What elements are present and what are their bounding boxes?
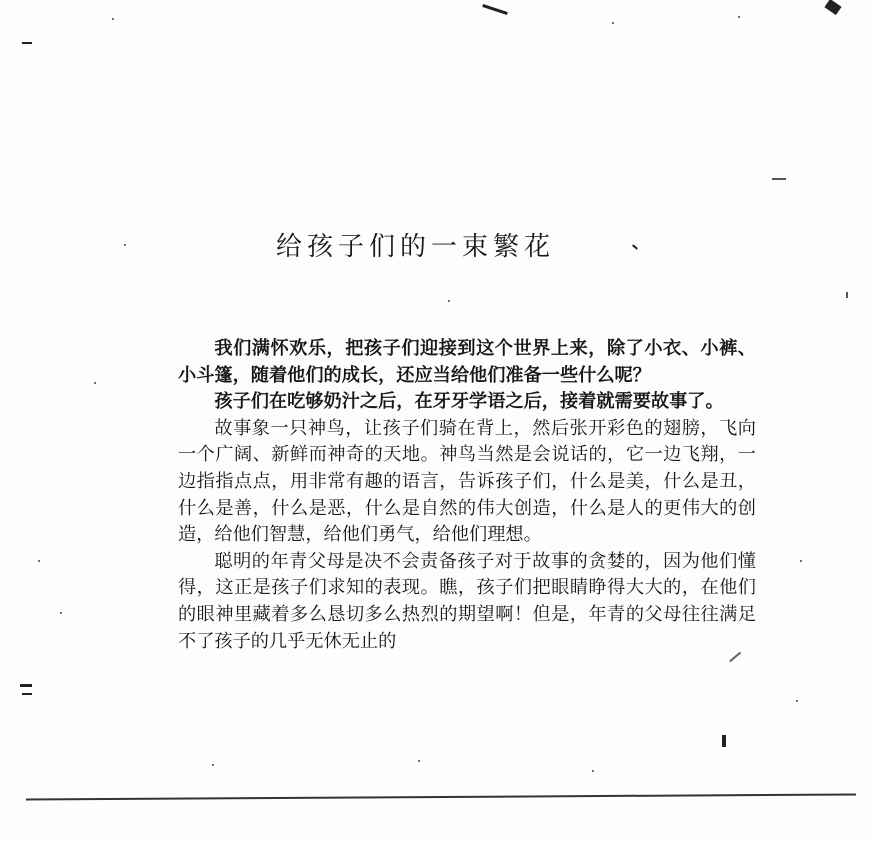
paragraph: 故事象一只神鸟，让孩子们骑在背上，然后张开彩色的翅膀，飞向一个广阔、新鲜而神奇的天地。神鸟当然是会说话的，它一边飞翔，一边指指点点，用非常有趣的语言，告诉孩子们，什么是美，什么是丑，什么是善，什么是恶，什么是自然的伟大创造，什么是人的更伟大的创造，给他们智慧，给他们勇气，给他们理想。: [178, 417, 756, 546]
scan-dot: [796, 700, 798, 702]
scan-mark: [482, 4, 508, 15]
scan-dot: [418, 760, 420, 762]
page-title: 给孩子们的一束繁花: [276, 232, 556, 262]
scan-mark: [824, 0, 841, 15]
scan-mark: [20, 684, 32, 687]
scan-dot: [612, 22, 614, 24]
scan-dot: [94, 382, 96, 384]
paragraph: 我们满怀欢乐，把孩子们迎接到这个世界上来，除了小衣、小裤、小斗篷，随着他们的成长，还应当给他们准备一些什么呢？: [178, 338, 756, 386]
paragraph: 聪明的年青父母是决不会责备孩子对于故事的贪婪的，因为他们懂得，这正是孩子们求知的表现。瞧，孩子们把眼睛睁得大大的，在他们的眼神里藏着多么恳切多么热烈的期望啊！但是，年青的父母往往满足不了孩子的几乎无休无止的: [178, 550, 756, 652]
scan-dot: [212, 764, 214, 766]
scan-dot: [592, 770, 594, 772]
scan-mark: [22, 693, 32, 695]
scan-dot: [38, 560, 40, 562]
scan-mark: [22, 42, 32, 44]
scan-mark: [772, 178, 786, 180]
body-text: [178, 336, 756, 655]
scan-dot: [738, 16, 740, 18]
scan-mark: [846, 292, 848, 298]
page-bottom-edge: [26, 793, 856, 800]
scan-dot: [800, 560, 802, 562]
scan-mark: [632, 244, 638, 249]
scan-dot: [60, 612, 62, 614]
scan-mark: [722, 735, 726, 747]
paragraph: 孩子们在吃够奶汁之后，在牙牙学语之后，接着就需要故事了。: [214, 391, 724, 413]
scan-dot: [112, 18, 114, 20]
scan-dot: [124, 244, 126, 246]
scan-dot: [448, 300, 450, 302]
